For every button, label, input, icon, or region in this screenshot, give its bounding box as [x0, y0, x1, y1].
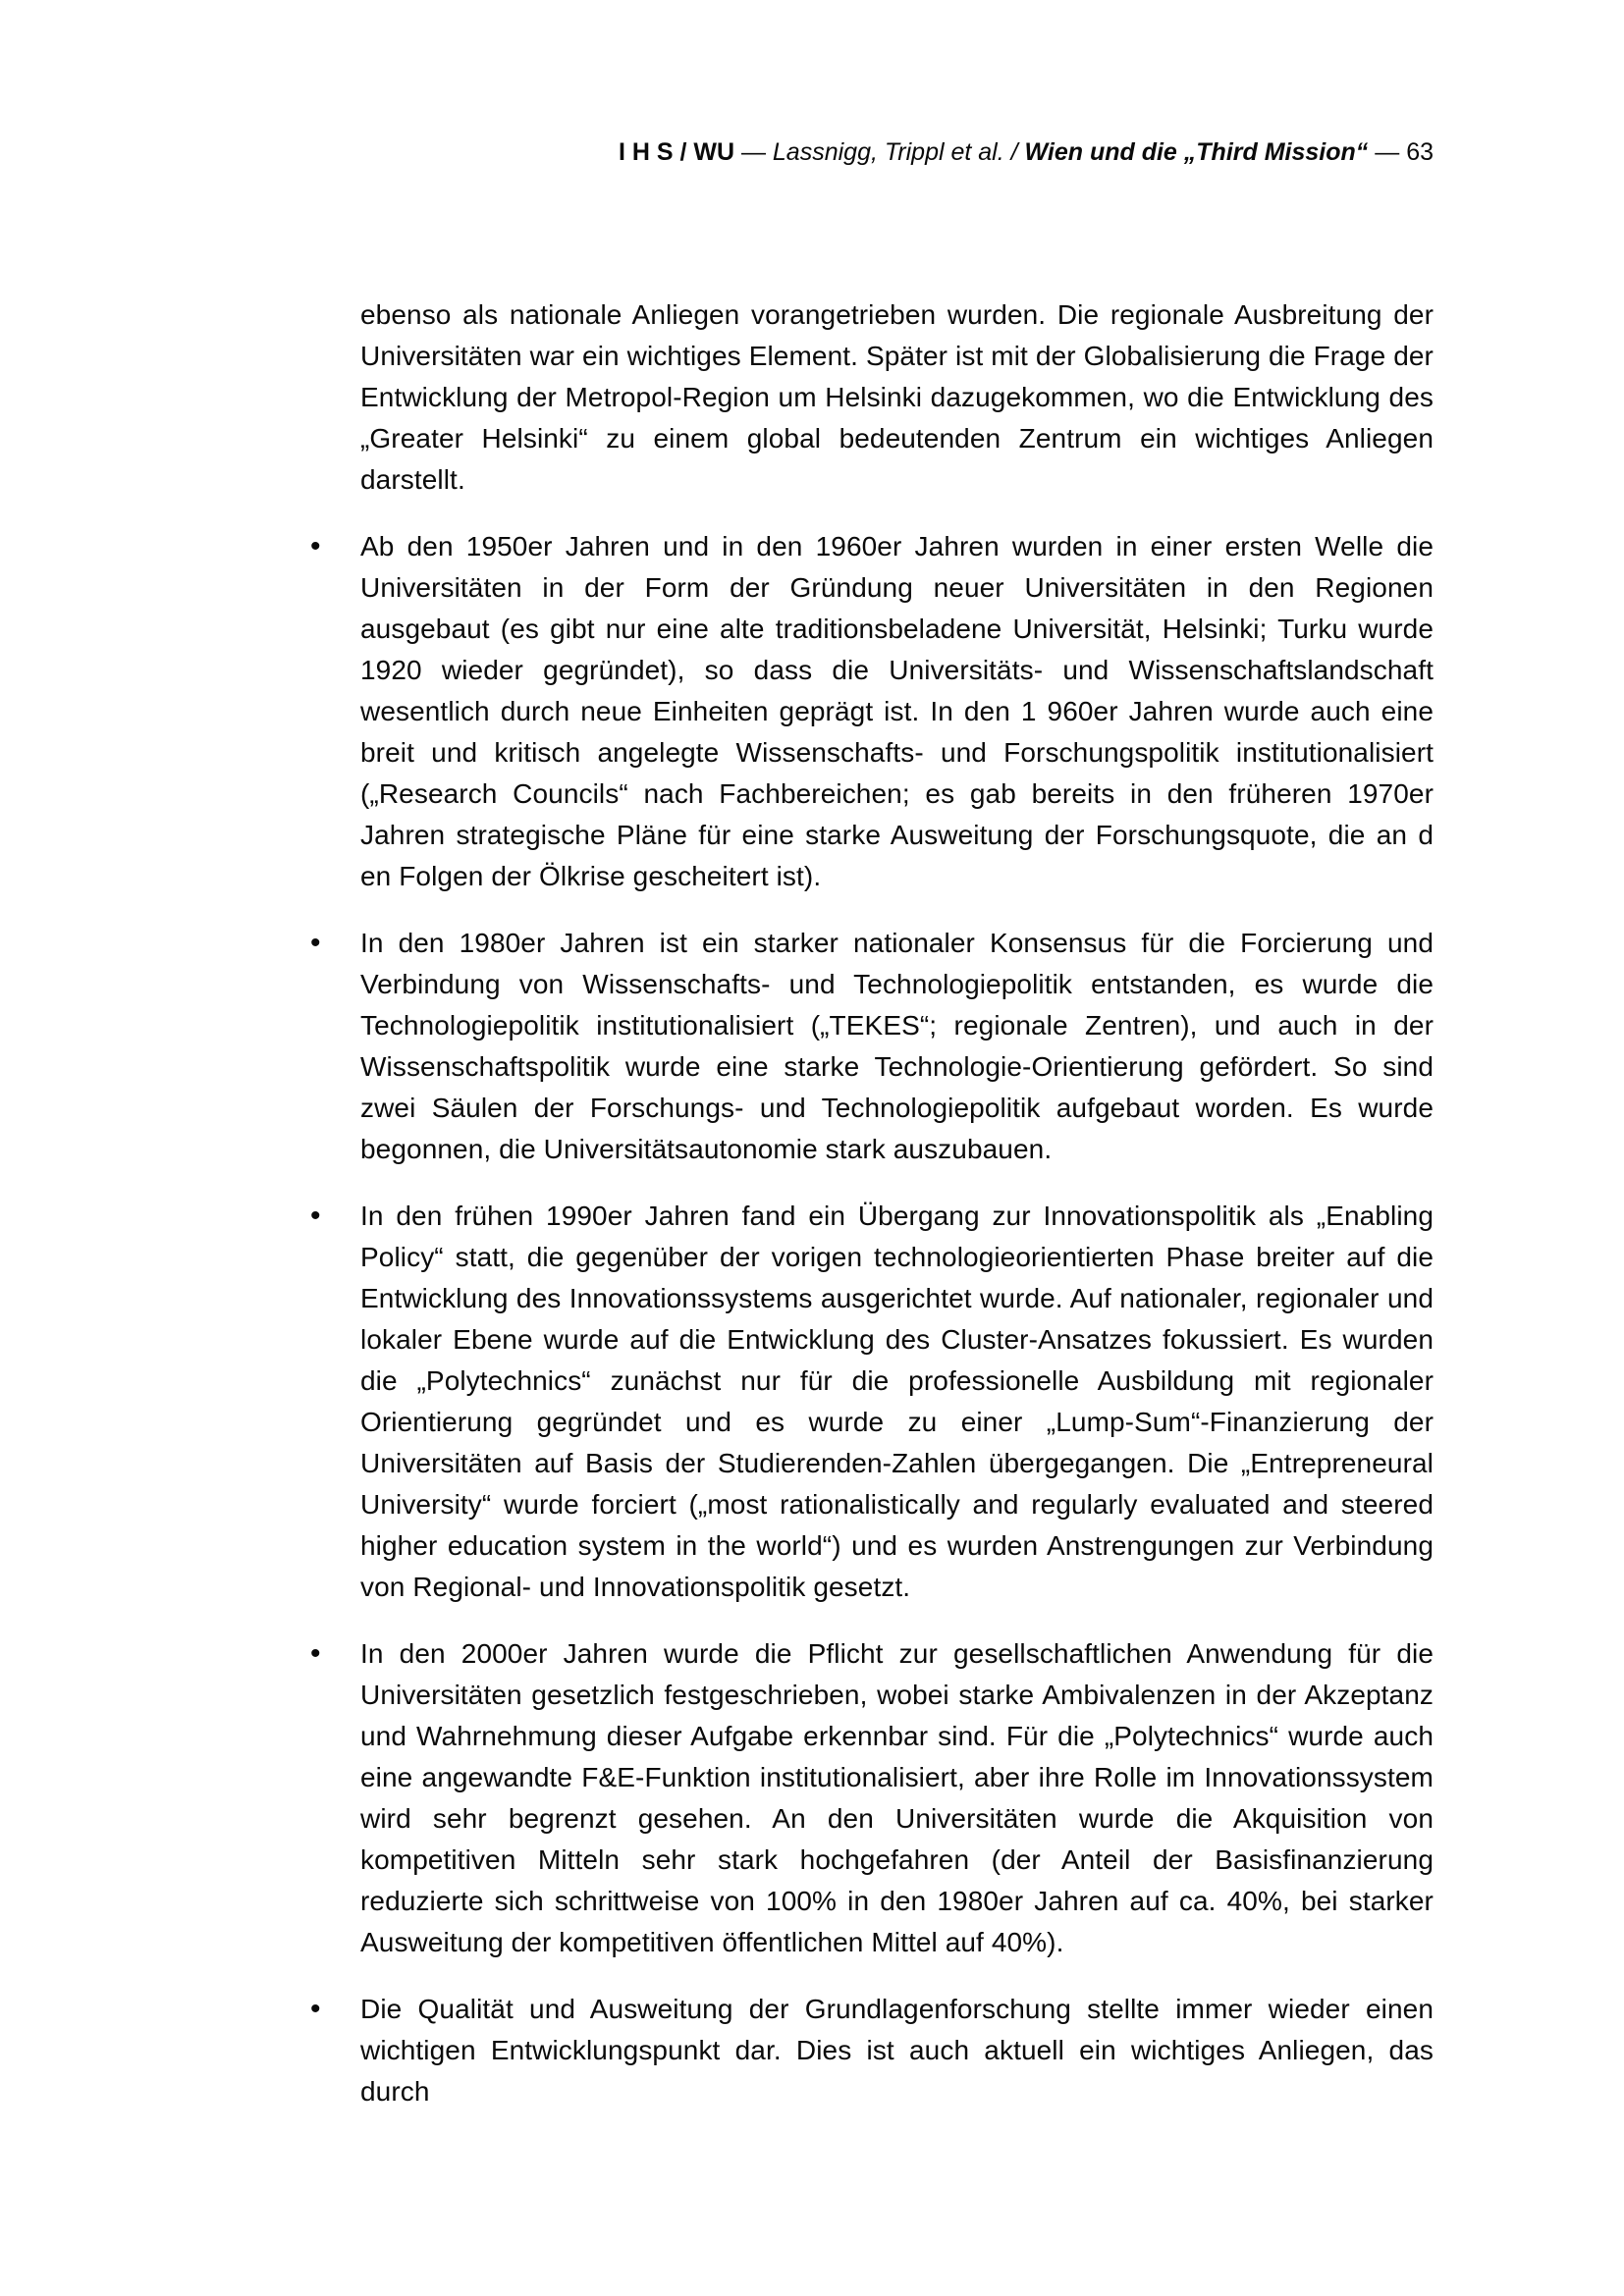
bullet-icon: •	[310, 1993, 321, 2025]
header-separator-1: —	[734, 138, 773, 166]
bullet-icon: •	[310, 927, 321, 959]
page-header	[591, 102, 1434, 202]
header-authors: Lassnigg, Trippl et al. /	[772, 138, 1025, 166]
bullet-item	[304, 923, 1434, 1170]
header-page-number: — 63	[1368, 138, 1434, 166]
bullet-icon: •	[310, 1637, 321, 1670]
bullet-item	[304, 1633, 1434, 1963]
bullet-text: In den 1980er Jahren ist ein starker nationaler Konsensus für die Forcierung und Verbindung von Wissenschafts- und Technologiepolitik entstanden, es wurde die Technologiepolitik institutionalisiert („TEKES“; regionale Zentren), und auch in der Wissenschaftspolitik wurde eine starke Technologie-Orientierung gefördert. So sind zwei Säulen der Forschungs- und Technologiepolitik aufgebaut worden. Es wurde begonnen, die Universitätsautonomie stark auszubauen.	[360, 928, 1434, 1164]
bullet-text: Ab den 1950er Jahren und in den 1960er Jahren wurden in einer ersten Welle die Universitäten in der Form der Gründung neuer Universitäten in den Regionen ausgebaut (es gibt nur eine alte traditionsbeladene Universität, Helsinki; Turku wurde 1920 wieder gegründet), so dass die Universitäts- und Wissenschaftslandschaft wesentlich durch neue Einheiten geprägt ist. In den 1 960er Jahren wurde auch eine breit und kritisch angelegte Wissenschafts- und Forschungspolitik institutionalisiert („Research Councils“ nach Fachbereichen; es gab bereits in den früheren 1970er Jahren strategische Pläne für eine starke Ausweitung der Forschungsquote, die an d en Folgen der Ölkrise gescheitert ist).	[360, 531, 1434, 891]
bullet-text: Die Qualität und Ausweitung der Grundlagenforschung stellte immer wieder einen wichtigen Entwicklungspunkt dar. Dies ist auch aktuell ein wichtiges Anliegen, das durch	[360, 1994, 1434, 2107]
bullet-item	[304, 526, 1434, 897]
header-institution: I H S / WU	[618, 138, 734, 166]
bullet-icon: •	[310, 530, 321, 562]
bullet-list	[304, 526, 1434, 2112]
bullet-item	[304, 1989, 1434, 2112]
bullet-text: In den frühen 1990er Jahren fand ein Übergang zur Innovationspolitik als „Enabling Policy“ statt, die gegenüber der vorigen technologieorientierten Phase breiter auf die Entwicklung des Innovationssystems ausgerichtet wurde. Auf nationaler, regionaler und lokaler Ebene wurde auf die Entwicklung des Cluster-Ansatzes fokussiert. Es wurden die „Polytechnics“ zunächst nur für die professionelle Ausbildung mit regionaler Orientierung gegründet und es wurde zu einer „Lump-Sum“-Finanzierung der Universitäten auf Basis der Studierenden-Zahlen übergegangen. Die „Entrepreneural University“ wurde forciert („most rationalistically and regularly evaluated and steered higher education system in the world“) und es wurden Anstrengungen zur Verbindung von Regional- und Innovationspolitik gesetzt.	[360, 1201, 1434, 1602]
header-report-title: Wien und die „Third Mission“	[1024, 138, 1369, 166]
intro-paragraph: ebenso als nationale Anliegen vorangetrieben wurden. Die regionale Ausbreitung der Universitäten war ein wichtiges Element. Später ist mit der Globalisierung die Frage der Entwicklung der Metropol-Region um Helsinki dazugekommen, wo die Entwicklung des „Greater Helsinki“ zu einem global bedeutenden Zentrum ein wichtiges Anliegen darstellt.	[360, 299, 1434, 495]
bullet-text: In den 2000er Jahren wurde die Pflicht zur gesellschaftlichen Anwendung für die Universitäten gesetzlich festgeschrieben, wobei starke Ambivalenzen in der Akzeptanz und Wahrnehmung dieser Aufgabe erkennbar sind. Für die „Polytechnics“ wurde auch eine angewandte F&E-Funktion institutionalisiert, aber ihre Rolle im Innovationssystem wird sehr begrenzt gesehen. An den Universitäten wurde die Akquisition von kompetitiven Mitteln sehr stark hochgefahren (der Anteil der Basisfinanzierung reduzierte sich schrittweise von 100% in den 1980er Jahren auf ca. 40%, bei starker Ausweitung der kompetitiven öffentlichen Mittel auf 40%).	[360, 1638, 1434, 1957]
bullet-icon: •	[310, 1200, 321, 1232]
page-content	[304, 294, 1434, 2138]
bullet-item	[304, 1196, 1434, 1608]
